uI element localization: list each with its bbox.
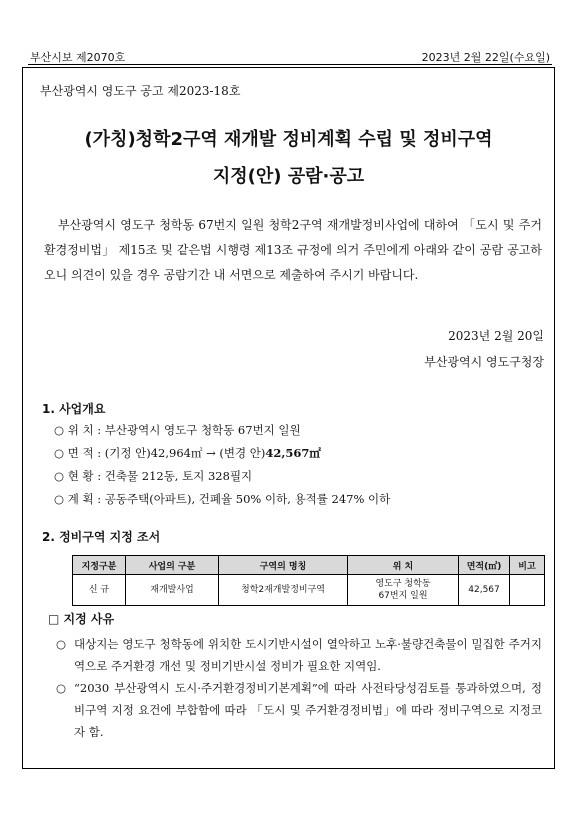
intro-paragraph: 부산광역시 영도구 청학동 67번지 일원 청학2구역 재개발정비사업에 대하여 「도시 및 주거환경정비법」 제15조 및 같은법 시행령 제13조 규정에 의거 주민에게 아래와 같이 공람 공고하오니 의견이 있을 경우 공람기간 내 서면으로 제출하여 주시기 바랍니다. — [44, 218, 542, 282]
cell — [510, 575, 545, 606]
cell: 재개발사업 — [126, 575, 219, 606]
item-value-bold: 42,567㎡ — [265, 446, 321, 460]
notice-number: 부산광역시 영도구 공고 제2023-18호 — [40, 84, 241, 98]
gazette-header — [0, 0, 580, 64]
bullet: ○ — [54, 469, 65, 483]
col-header: 구역의 명칭 — [219, 556, 348, 575]
title-line-2: 지정(안) 공람·공고 — [212, 166, 365, 187]
table-row — [73, 575, 545, 606]
reason-heading: □ 지정 사유 — [48, 612, 115, 626]
overview-item-status: ○ 현 황 : 건축물 212동, 토지 328필지 — [54, 469, 253, 483]
district-designation-table — [72, 555, 545, 606]
section-1-heading: 1. 사업개요 — [42, 402, 106, 416]
cell: 42,567 — [459, 575, 510, 606]
item-label: 위 치 — [67, 423, 94, 437]
cell: 영도구 청학동 67번지 일원 — [348, 575, 459, 606]
item-value: 공동주택(아파트), 건폐율 50% 이하, 용적률 247% 이하 — [104, 492, 391, 506]
title-line-1: (가칭)청학2구역 재개발 정비계획 수립 및 정비구역 — [84, 129, 493, 150]
bullet: ○ — [56, 681, 67, 695]
reason-item — [56, 677, 542, 743]
col-header: 면적(㎡) — [459, 556, 510, 575]
col-header: 사업의 구분 — [126, 556, 219, 575]
item-value: 건축물 212동, 토지 328필지 — [104, 469, 253, 483]
overview-item-location: ○ 위 치 : 부산광역시 영도구 청학동 67번지 일원 — [54, 423, 301, 437]
col-header: 지정구분 — [73, 556, 126, 575]
cell: 신 규 — [73, 575, 126, 606]
item-value: (기정 안)42,964㎡ → (변경 안) — [104, 446, 266, 460]
col-header: 비고 — [510, 556, 545, 575]
section-2-heading: 2. 정비구역 지정 조서 — [42, 530, 161, 544]
gazette-date: 2023년 2월 22일(수요일) — [421, 51, 550, 64]
overview-item-area: ○ 면 적 : (기정 안)42,964㎡ → (변경 안)42,567㎡ — [54, 446, 321, 460]
gazette-number: 부산시보 제2070호 — [30, 51, 126, 64]
item-value: 부산광역시 영도구 청학동 67번지 일원 — [104, 423, 301, 437]
notice-date: 2023년 2월 20일 — [448, 329, 544, 343]
header-divider — [28, 64, 552, 65]
item-label: 현 황 — [67, 469, 94, 483]
overview-item-plan: ○ 계 획 : 공동주택(아파트), 건폐율 50% 이하, 용적률 247% 이하 — [54, 492, 391, 506]
bullet: ○ — [56, 637, 67, 651]
bullet: ○ — [54, 423, 65, 437]
bullet: ○ — [54, 446, 65, 460]
item-label: 계 획 — [67, 492, 94, 506]
item-label: 면 적 — [67, 446, 94, 460]
reason-text: 대상지는 영도구 청학동에 위치한 도시기반시설이 열악하고 노후·불량건축물이 밀집한 주거지역으로 주거환경 개선 및 정비기반시설 정비가 필요한 지역임. — [74, 637, 542, 673]
table-header-row — [73, 556, 545, 575]
reason-item — [56, 633, 542, 677]
bullet: ○ — [54, 492, 65, 506]
cell: 청학2재개발정비구역 — [219, 575, 348, 606]
col-header: 위 치 — [348, 556, 459, 575]
signatory: 부산광역시 영도구청장 — [424, 355, 544, 369]
reason-text: “2030 부산광역시 도시·주거환경정비기본계획”에 따라 사전타당성검토를 통과하였으며, 정비구역 지정 요건에 부합함에 따라 「도시 및 주거환경정비법」에 따라 정비구역으로 지정코자 함. — [74, 681, 542, 739]
